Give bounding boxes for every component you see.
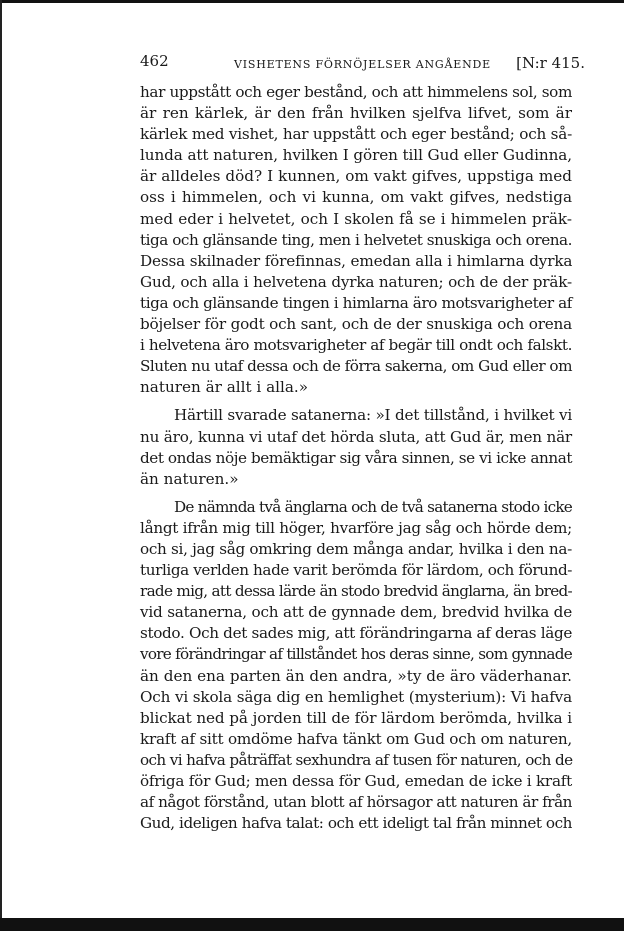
text-line: Sluten nu utaf dessa och de förra sakerna, om Gud eller om (140, 357, 572, 376)
text-line: har uppstått och eger bestånd, och att himmelens sol, som (140, 83, 572, 101)
text-line: rade mig, att dessa lärde än stodo bredvid änglarna, än bred- (140, 582, 572, 601)
text-line: med eder i helvetet, och I skolen få se i himmelen präk- (140, 209, 572, 228)
text-line: De nämnda två änglarna och de två satanerna stodo icke (174, 497, 572, 516)
text-line: är ren kärlek, är den från hvilken sjelfva lifvet, som är (140, 104, 572, 123)
text-line: långt ifrån mig till höger, hvarföre jag såg och hörde dem; (140, 518, 572, 537)
text-line: Härtill svarade satanerna: »I det tillstånd, i hvilket vi (174, 406, 572, 425)
running-title: VISHETENS FÖRNÖJELSER ANGÅENDE (234, 58, 491, 71)
text-line: öfriga för Gud; men dessa för Gud, emedan de icke i kraft (140, 772, 572, 790)
text-line: Gud, ideligen hafva talat: och ett ideligt tal från minnet och (140, 814, 572, 833)
text-line: vid satanerna, och att de gynnade dem, bredvid hvilka de (140, 603, 572, 622)
page-number: 462 (140, 52, 169, 70)
text-line: nu äro, kunna vi utaf det hörda sluta, att Gud är, men när (140, 427, 572, 446)
text-line: och vi hafva påträffat sexhundra af tusen för naturen, och de (140, 750, 573, 769)
text-line: oss i himmelen, och vi kunna, om vakt gifves, nedstiga (140, 188, 572, 207)
text-line: Och vi skola säga dig en hemlighet (mysterium): Vi hafva (140, 687, 572, 706)
page-bottom-edge (0, 918, 624, 931)
text-line: kärlek med vishet, har uppstått och eger bestånd; och så- (140, 125, 572, 144)
text-line: är alldeles död? I kunnen, om vakt gifves, uppstiga med (140, 167, 572, 186)
text-line: blickat ned på jorden till de för lärdom berömda, hvilka i (140, 708, 572, 727)
text-line: vore förändringar af tillståndet hos deras sinne, som gynnade (140, 645, 572, 664)
text-line: tiga och glänsande tingen i himlarna äro motsvarigheter af (140, 293, 572, 312)
text-line: i helvetena äro motsvarigheter af begär till ondt och falskt. (140, 336, 572, 355)
text-line: Gud, och alla i helvetena dyrka naturen; och de der präk- (140, 272, 572, 291)
text-line: turliga verlden hade varit berömda för lärdom, och förund- (140, 561, 572, 580)
text-line: än naturen.» (140, 469, 239, 488)
text-line: kraft af sitt omdöme hafva tänkt om Gud och om naturen, (140, 729, 572, 748)
page-header (140, 50, 585, 80)
text-line: stodo. Och det sades mig, att förändringarna af deras läge (140, 624, 572, 643)
text-line: naturen är allt i alla.» (140, 378, 309, 397)
text-line: af något förstånd, utan blott af hörsagor att naturen är från (140, 793, 572, 812)
page-left-edge (0, 0, 2, 931)
text-line: böjelser för godt och sant, och de der snuskiga och orena (140, 315, 572, 334)
text-line: Dessa skilnader förefinnas, emedan alla i himlarna dyrka (140, 251, 573, 270)
text-line: och si, jag såg omkring dem många andar, hvilka i den na- (140, 539, 572, 558)
text-line: lunda att naturen, hvilken I gören till Gud eller Gudinna, (140, 146, 572, 165)
text-line: än den ena parten än den andra, »ty de äro väderhanar. (140, 666, 572, 685)
text-line: det ondas nöje bemäktigar sig våra sinnen, se vi icke annat (140, 448, 572, 467)
page-top-edge (0, 0, 624, 3)
section-reference: [N:r 415. (516, 54, 585, 72)
body-text (140, 82, 572, 834)
text-line: tiga och glänsande ting, men i helvetet snuskiga och orena. (140, 230, 572, 249)
